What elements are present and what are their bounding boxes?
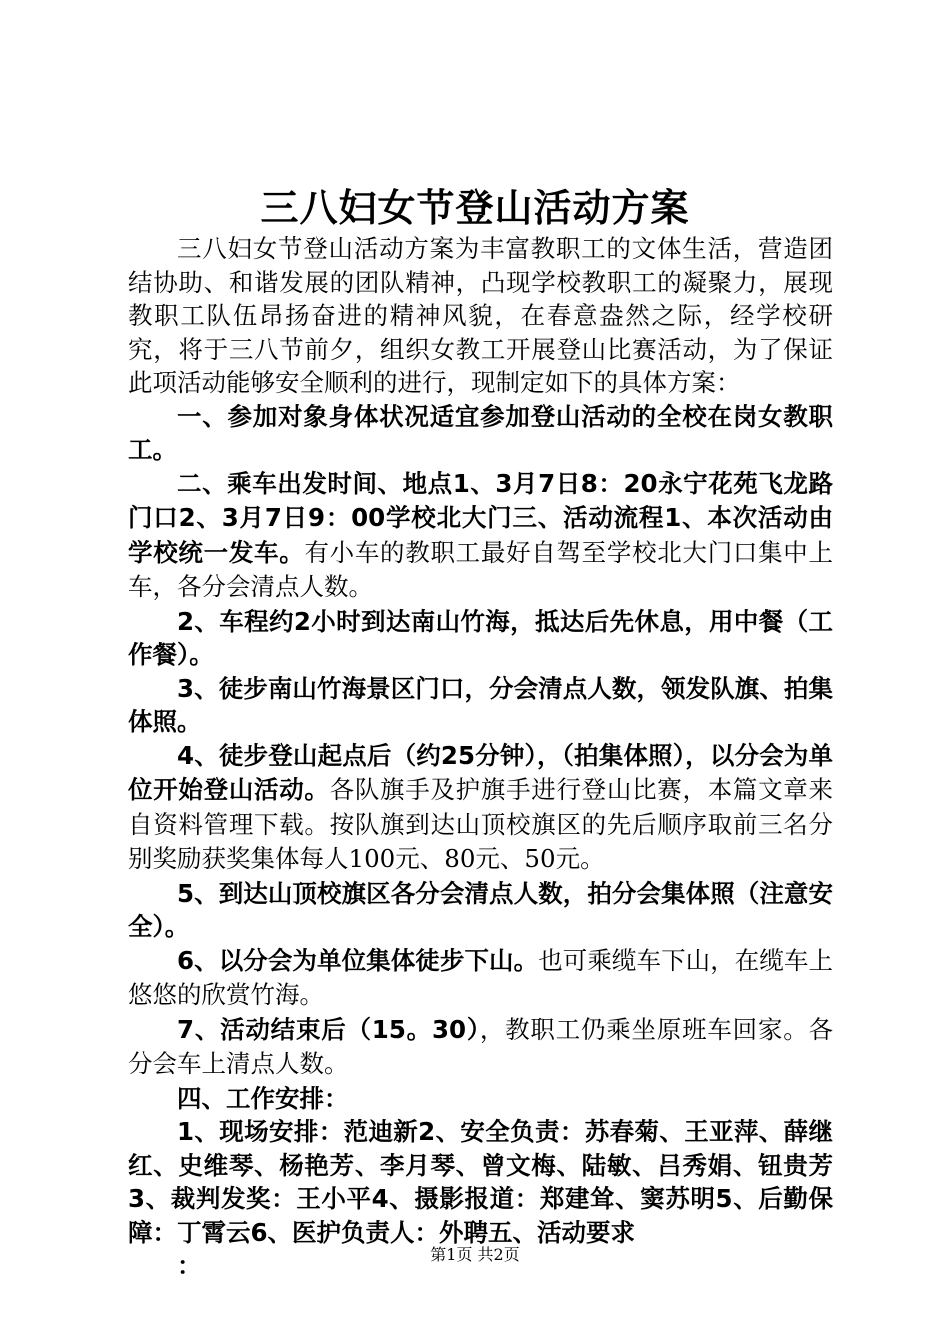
section-participants: 一、参加对象身体状况适宜参加登山活动的全校在岗女教职工。 bbox=[128, 401, 833, 464]
work-arrangement-list: 1、现场安排：范迪新2、安全负责：苏春菊、王亚萍、薛继红、史维琴、杨艳芳、李月琴、曾文梅、陆敏、吕秀娟、钮贵芳3、裁判发奖：王小平4、摄影报道：郑建耸、窦苏明5、后勤保障：丁霄云6、医护负责人：外聘五、活动要求 bbox=[128, 1117, 833, 1247]
step-6-detail: 也可乘缆车下山，在缆车上悠悠的欣赏竹海。 bbox=[128, 945, 834, 1009]
departure-schedule: 二、乘车出发时间、地点1、3月7日8：20永宁花苑飞龙路门口2、3月7日9：00学校北大门三、活动流程1、本次活动由学校统一发车。 bbox=[128, 468, 833, 567]
step-4 bbox=[128, 739, 833, 877]
intro-paragraph: 三八妇女节登山活动方案为丰富教职工的文体生活，营造团结协助、和谐发展的团队精神，凸现学校教职工的凝聚力，展现教职工队伍昂扬奋进的精神风貌，在春意盎然之际，经学校研究，将于三八节前夕，组织女教工开展登山比赛活动，为了保证此项活动能够安全顺利的进行，现制定如下的具体方案： bbox=[128, 234, 833, 397]
section-work-arrangement: 四、工作安排： bbox=[177, 1083, 349, 1113]
step-7-detail: ，教职工仍乘坐原班车回家。各分会车上清点人数。 bbox=[128, 1014, 833, 1078]
step-2: 2、车程约2小时到达南山竹海，抵达后先休息，用中餐（工作餐）。 bbox=[128, 606, 833, 669]
step-6 bbox=[128, 944, 833, 1013]
document-body bbox=[128, 232, 833, 1283]
section-departure bbox=[128, 467, 833, 605]
step-5: 5、到达山顶校旗区各分会清点人数，拍分会集体照（注意安全）。 bbox=[128, 878, 833, 941]
step-6-main: 6、以分会为单位集体徒步下山。 bbox=[177, 945, 539, 975]
page-number: 第1页 共2页 bbox=[430, 1245, 520, 1264]
document-title: 三八妇女节登山活动方案 bbox=[260, 185, 690, 230]
trailing-colon: ： bbox=[177, 1251, 202, 1280]
step-4-main: 4、徒步登山起点后（约25分钟），（拍集体照），以分会为单位开始登山活动。 bbox=[128, 740, 833, 804]
step-3: 3、徒步南山竹海景区门口，分会清点人数，领发队旗、拍集体照。 bbox=[128, 673, 833, 736]
departure-note: 有小车的教职工最好自驾至学校北大门口集中上车，各分会清点人数。 bbox=[128, 537, 834, 601]
step-4-detail: 各队旗手及护旗手进行登山比赛，本篇文章来自资料管理下载。按队旗到达山顶校旗区的先后顺序取前三名分别奖励获奖集体每人100元、80元、50元。 bbox=[128, 775, 834, 873]
step-7-main: 7、活动结束后（15。30） bbox=[177, 1014, 480, 1044]
step-7 bbox=[128, 1013, 833, 1082]
